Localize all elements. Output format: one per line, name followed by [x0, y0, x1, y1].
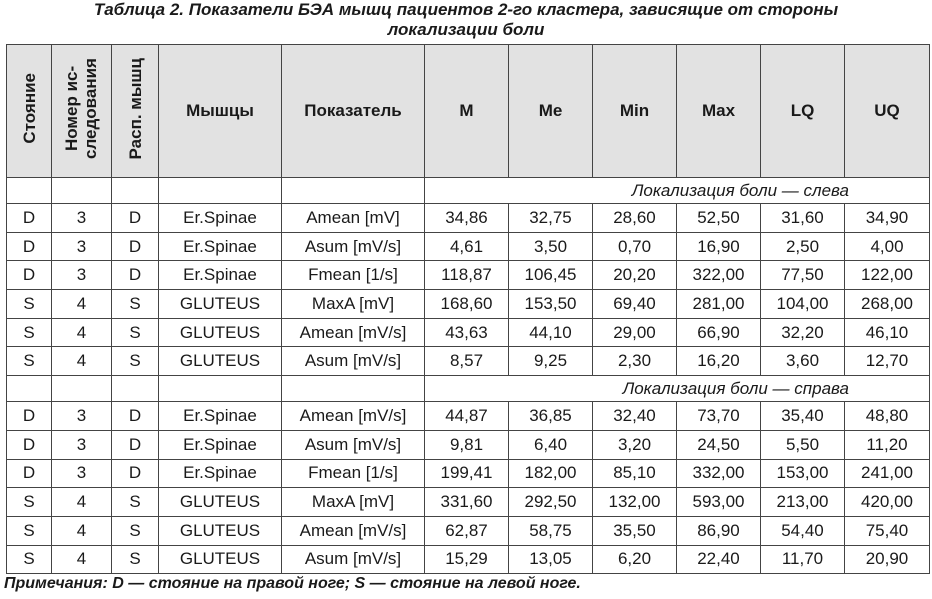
table-cell: 132,00: [593, 488, 677, 517]
table-cell: 73,70: [677, 402, 761, 431]
table-cell: 104,00: [761, 290, 845, 319]
table-cell: 6,40: [509, 430, 593, 459]
table-cell: 5,50: [761, 430, 845, 459]
table-cell: MaxA [mV]: [282, 290, 425, 319]
empty-cell: [52, 178, 112, 204]
table-cell: 34,86: [425, 204, 509, 233]
table-cell: S: [112, 290, 159, 319]
table-cell: 75,40: [845, 516, 930, 545]
table-cell: S: [7, 318, 52, 347]
table-cell: Asum [mV/s]: [282, 347, 425, 376]
table-cell: 4: [52, 290, 112, 319]
table-cell: S: [7, 347, 52, 376]
table-cell: 241,00: [845, 459, 930, 488]
table-cell: 20,90: [845, 545, 930, 574]
table-cell: 4: [52, 347, 112, 376]
table-cell: 3: [52, 430, 112, 459]
table-cell: 36,85: [509, 402, 593, 431]
table-cell: 32,20: [761, 318, 845, 347]
table-row: [7, 459, 930, 488]
table-cell: 44,87: [425, 402, 509, 431]
table-cell: Er.Spinae: [159, 430, 282, 459]
table-row: [7, 290, 930, 319]
table-cell: 4: [52, 488, 112, 517]
table-cell: S: [7, 516, 52, 545]
table-cell: 44,10: [509, 318, 593, 347]
table-cell: S: [112, 516, 159, 545]
empty-cell: [159, 178, 282, 204]
header-uq: UQ: [845, 45, 930, 178]
table-cell: S: [112, 318, 159, 347]
table-row: [7, 347, 930, 376]
table-cell: 11,70: [761, 545, 845, 574]
table-cell: 122,00: [845, 261, 930, 290]
table-title-line2: локализации боли: [387, 20, 545, 39]
table-cell: 2,30: [593, 347, 677, 376]
header-stance: Стояние: [7, 45, 52, 178]
table-cell: 4,61: [425, 232, 509, 261]
table-cell: 199,41: [425, 459, 509, 488]
table-cell: 32,40: [593, 402, 677, 431]
table-cell: 24,50: [677, 430, 761, 459]
table-cell: S: [112, 488, 159, 517]
table-cell: Amean [mV/s]: [282, 516, 425, 545]
table-cell: 28,60: [593, 204, 677, 233]
table-cell: S: [7, 290, 52, 319]
header-row: [7, 45, 930, 178]
table-cell: D: [7, 459, 52, 488]
table-cell: 322,00: [677, 261, 761, 290]
empty-cell: [52, 376, 112, 402]
table-cell: 4: [52, 545, 112, 574]
table-cell: 3,60: [761, 347, 845, 376]
table-cell: D: [112, 232, 159, 261]
section-label: Локализация боли — слева: [425, 178, 930, 204]
header-muscle: Мышцы: [159, 45, 282, 178]
table-cell: 15,29: [425, 545, 509, 574]
empty-cell: [282, 376, 425, 402]
table-cell: 85,10: [593, 459, 677, 488]
table-cell: 3,50: [509, 232, 593, 261]
table-cell: 331,60: [425, 488, 509, 517]
table-cell: S: [112, 545, 159, 574]
table-title-line1: Таблица 2. Показатели БЭА мышц пациентов 2-го кластера, зависящие от стороны: [93, 0, 839, 19]
table-cell: 35,50: [593, 516, 677, 545]
table-cell: 86,90: [677, 516, 761, 545]
table-cell: 34,90: [845, 204, 930, 233]
table-cell: 182,00: [509, 459, 593, 488]
table-cell: 106,45: [509, 261, 593, 290]
table-cell: 77,50: [761, 261, 845, 290]
table-cell: 54,40: [761, 516, 845, 545]
table-row: [7, 430, 930, 459]
table-cell: 66,90: [677, 318, 761, 347]
table-row: [7, 318, 930, 347]
table-note: Примечания: D — стояние на правой ноге; S — стояние на левой ноге.: [4, 575, 581, 592]
table-cell: 69,40: [593, 290, 677, 319]
section-header-row: [7, 376, 930, 402]
table-cell: 281,00: [677, 290, 761, 319]
table-cell: S: [7, 488, 52, 517]
table-cell: 268,00: [845, 290, 930, 319]
table-cell: S: [112, 347, 159, 376]
table-cell: 62,87: [425, 516, 509, 545]
table-cell: 58,75: [509, 516, 593, 545]
header-me: Me: [509, 45, 593, 178]
table-cell: Er.Spinae: [159, 204, 282, 233]
header-max: Max: [677, 45, 761, 178]
table-cell: 6,20: [593, 545, 677, 574]
empty-cell: [7, 376, 52, 402]
table-cell: 3: [52, 402, 112, 431]
table-cell: 118,87: [425, 261, 509, 290]
table-cell: D: [7, 261, 52, 290]
table-cell: 593,00: [677, 488, 761, 517]
table-cell: 9,81: [425, 430, 509, 459]
header-m: M: [425, 45, 509, 178]
table-cell: Amean [mV/s]: [282, 402, 425, 431]
table-cell: D: [112, 204, 159, 233]
table-cell: Er.Spinae: [159, 459, 282, 488]
table-cell: D: [7, 430, 52, 459]
table-cell: 35,40: [761, 402, 845, 431]
data-table: [6, 44, 930, 574]
table-cell: 332,00: [677, 459, 761, 488]
table-cell: 4: [52, 516, 112, 545]
table-cell: 3: [52, 232, 112, 261]
table-cell: Fmean [1/s]: [282, 261, 425, 290]
empty-cell: [7, 178, 52, 204]
table-cell: 46,10: [845, 318, 930, 347]
table-row: [7, 516, 930, 545]
header-muscle-loc: Расп. мышц: [112, 45, 159, 178]
table-cell: Asum [mV/s]: [282, 232, 425, 261]
table-cell: Asum [mV/s]: [282, 545, 425, 574]
header-lq: LQ: [761, 45, 845, 178]
header-indicator: Показатель: [282, 45, 425, 178]
table-cell: 32,75: [509, 204, 593, 233]
table-title: [0, 0, 932, 40]
table-cell: GLUTEUS: [159, 290, 282, 319]
table-cell: 4: [52, 318, 112, 347]
table-cell: Fmean [1/s]: [282, 459, 425, 488]
table-cell: 2,50: [761, 232, 845, 261]
table-cell: Er.Spinae: [159, 232, 282, 261]
table-cell: D: [7, 204, 52, 233]
table-cell: Er.Spinae: [159, 402, 282, 431]
table-row: [7, 204, 930, 233]
table-cell: 4,00: [845, 232, 930, 261]
table-cell: 213,00: [761, 488, 845, 517]
table-row: [7, 261, 930, 290]
table-cell: GLUTEUS: [159, 545, 282, 574]
table-cell: S: [7, 545, 52, 574]
table-cell: 8,57: [425, 347, 509, 376]
table-cell: 3: [52, 459, 112, 488]
table-cell: D: [112, 430, 159, 459]
empty-cell: [112, 178, 159, 204]
table-cell: Er.Spinae: [159, 261, 282, 290]
empty-cell: [159, 376, 282, 402]
table-cell: GLUTEUS: [159, 488, 282, 517]
table-cell: D: [7, 232, 52, 261]
table-cell: GLUTEUS: [159, 318, 282, 347]
table-cell: D: [112, 459, 159, 488]
table-cell: Amean [mV/s]: [282, 318, 425, 347]
table-row: [7, 402, 930, 431]
table-cell: 22,40: [677, 545, 761, 574]
table-cell: 3: [52, 204, 112, 233]
table-cell: D: [112, 261, 159, 290]
table-cell: 11,20: [845, 430, 930, 459]
table-cell: 29,00: [593, 318, 677, 347]
table-cell: 3,20: [593, 430, 677, 459]
section-header-row: [7, 178, 930, 204]
table-cell: 16,20: [677, 347, 761, 376]
table-cell: 16,90: [677, 232, 761, 261]
table-cell: Amean [mV]: [282, 204, 425, 233]
table-row: [7, 545, 930, 574]
table-cell: Asum [mV/s]: [282, 430, 425, 459]
table-cell: 168,60: [425, 290, 509, 319]
table-row: [7, 232, 930, 261]
header-exam-no: Номер ис-следования: [52, 45, 112, 178]
table-cell: 20,20: [593, 261, 677, 290]
table-cell: 12,70: [845, 347, 930, 376]
table-cell: 48,80: [845, 402, 930, 431]
table-cell: 52,50: [677, 204, 761, 233]
table-row: [7, 488, 930, 517]
empty-cell: [112, 376, 159, 402]
table-cell: 31,60: [761, 204, 845, 233]
table-cell: D: [7, 402, 52, 431]
table-cell: 153,00: [761, 459, 845, 488]
section-label: Локализация боли — справа: [425, 376, 930, 402]
table-cell: 292,50: [509, 488, 593, 517]
header-min: Min: [593, 45, 677, 178]
table-cell: 420,00: [845, 488, 930, 517]
table-cell: 3: [52, 261, 112, 290]
table-cell: D: [112, 402, 159, 431]
table-cell: 43,63: [425, 318, 509, 347]
table-cell: 13,05: [509, 545, 593, 574]
empty-cell: [282, 178, 425, 204]
table-cell: GLUTEUS: [159, 516, 282, 545]
table-cell: 0,70: [593, 232, 677, 261]
table-cell: MaxA [mV]: [282, 488, 425, 517]
table-cell: GLUTEUS: [159, 347, 282, 376]
table-cell: 9,25: [509, 347, 593, 376]
table-cell: 153,50: [509, 290, 593, 319]
